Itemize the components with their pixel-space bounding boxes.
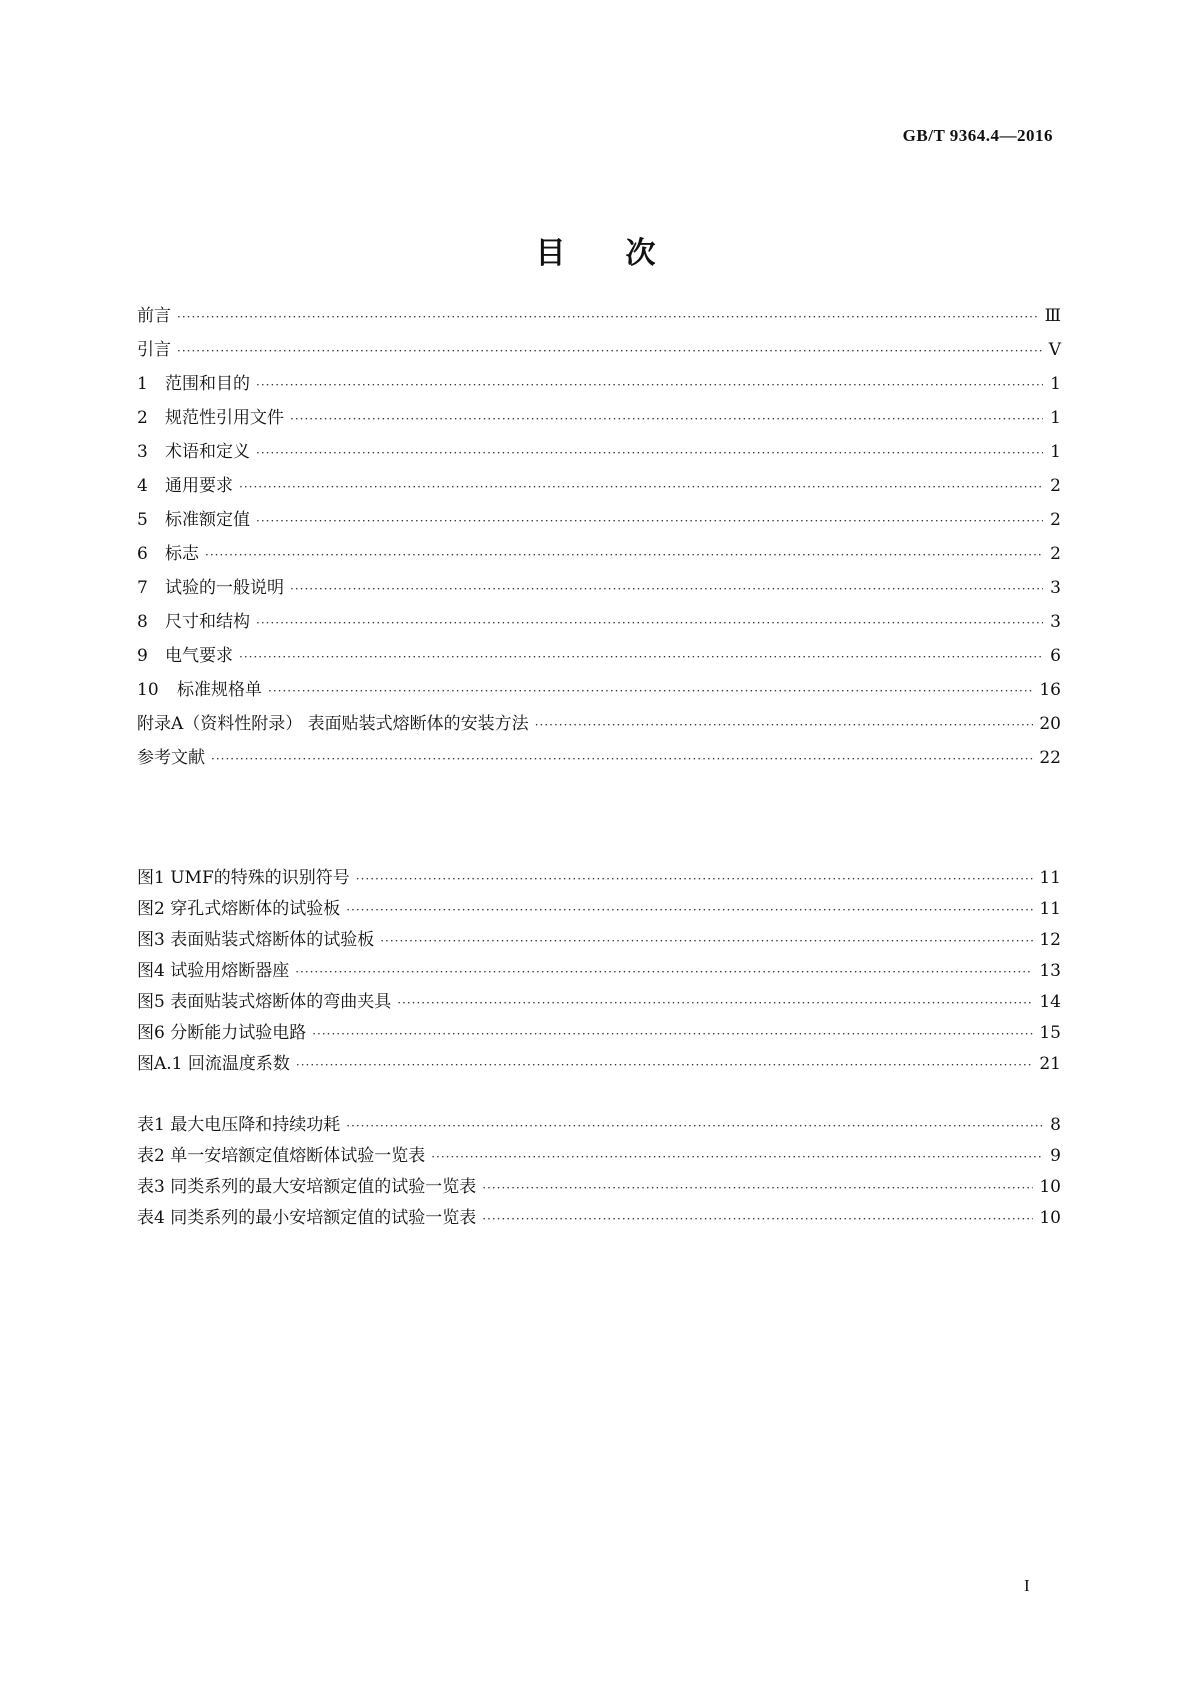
toc-entry-page: 6 (1050, 646, 1061, 666)
toc-entry-label: 试验的一般说明 (165, 578, 284, 598)
toc-figures (137, 870, 1061, 1073)
toc-entry-number: 3 (137, 442, 148, 462)
toc-entry-page: 20 (1039, 714, 1061, 734)
table-entry[interactable] (137, 1117, 1061, 1134)
leader-dots (296, 1059, 1033, 1071)
table-entry[interactable] (137, 1210, 1061, 1227)
figure-entry-label: 图2 穿孔式熔断体的试验板 (137, 899, 341, 919)
leader-dots (346, 904, 1033, 916)
toc-entry-page: 1 (1050, 442, 1061, 462)
toc-entry[interactable] (137, 376, 1061, 393)
toc-entry[interactable] (137, 308, 1061, 325)
leader-dots (211, 753, 1033, 765)
toc-entry-label: 附录A（资料性附录） 表面贴装式熔断体的安装方法 (137, 714, 529, 734)
toc-entry[interactable] (137, 342, 1061, 359)
toc-entry-page: 22 (1039, 748, 1061, 768)
toc-entry[interactable] (137, 546, 1061, 563)
figure-entry[interactable] (137, 1025, 1061, 1042)
figure-entry-label: 图3 表面贴装式熔断体的试验板 (137, 930, 375, 950)
toc-entry-page: 1 (1050, 408, 1061, 428)
toc-entry-page: 16 (1039, 680, 1061, 700)
toc-entry[interactable] (137, 716, 1061, 733)
toc-entry-label: 术语和定义 (165, 442, 250, 462)
figure-entry-page: 14 (1039, 992, 1061, 1012)
toc-entry[interactable] (137, 648, 1061, 665)
leader-dots (431, 1151, 1043, 1163)
toc-entry-label: 标志 (165, 544, 199, 564)
leader-dots (397, 997, 1033, 1009)
toc-tables (137, 1117, 1061, 1227)
table-entry-label: 表2 单一安培额定值熔断体试验一览表 (137, 1146, 426, 1166)
toc-entry-page: Ⅴ (1048, 340, 1061, 360)
figure-entry-page: 12 (1039, 930, 1061, 950)
toc-entry[interactable] (137, 580, 1061, 597)
table-entry-page: 10 (1039, 1177, 1061, 1197)
leader-dots (239, 481, 1043, 493)
leader-dots (482, 1182, 1033, 1194)
toc-entry[interactable] (137, 410, 1061, 427)
toc-entry-number: 8 (137, 612, 148, 632)
leader-dots (380, 935, 1033, 947)
leader-dots (177, 345, 1043, 357)
table-entry[interactable] (137, 1148, 1061, 1165)
toc-entry-label: 标准规格单 (177, 680, 262, 700)
toc-entry[interactable] (137, 682, 1061, 699)
figure-entry-label: 图4 试验用熔断器座 (137, 961, 290, 981)
leader-dots (295, 966, 1033, 978)
toc-entry-number: 6 (137, 544, 148, 564)
table-entry-page: 8 (1050, 1115, 1061, 1135)
table-entry-label: 表1 最大电压降和持续功耗 (137, 1115, 341, 1135)
page-number: I (1024, 1576, 1030, 1595)
figure-entry[interactable] (137, 870, 1061, 887)
toc-entry-label: 参考文献 (137, 748, 205, 768)
toc-entry-label: 引言 (137, 340, 171, 360)
leader-dots (482, 1213, 1033, 1225)
leader-dots (535, 719, 1034, 731)
figure-entry-page: 11 (1039, 899, 1061, 919)
toc-entry-page: Ⅲ (1044, 306, 1061, 326)
standard-code: GB/T 9364.4—2016 (902, 126, 1053, 145)
figure-entry-label: 图1 UMF的特殊的识别符号 (137, 868, 350, 888)
leader-dots (268, 685, 1033, 697)
toc-contents (137, 308, 1061, 767)
toc-entry-number: 4 (137, 476, 148, 496)
toc-entry-label: 尺寸和结构 (165, 612, 250, 632)
table-entry[interactable] (137, 1179, 1061, 1196)
figure-entry[interactable] (137, 901, 1061, 918)
toc-entry-label: 标准额定值 (165, 510, 250, 530)
toc-entry-page: 3 (1050, 612, 1061, 632)
leader-dots (256, 617, 1043, 629)
toc-entry-number: 10 (137, 680, 159, 700)
toc-entry-label: 通用要求 (165, 476, 233, 496)
toc-entry-page: 3 (1050, 578, 1061, 598)
toc-entry-page: 2 (1050, 476, 1061, 496)
table-entry-page: 10 (1039, 1208, 1061, 1228)
leader-dots (205, 549, 1043, 561)
table-entry-label: 表3 同类系列的最大安培额定值的试验一览表 (137, 1177, 477, 1197)
table-entry-page: 9 (1050, 1146, 1061, 1166)
toc-entry-page: 2 (1050, 510, 1061, 530)
toc-entry[interactable] (137, 614, 1061, 631)
toc-entry[interactable] (137, 512, 1061, 529)
leader-dots (290, 583, 1043, 595)
toc-entry-number: 2 (137, 408, 148, 428)
leader-dots (256, 447, 1043, 459)
figure-entry-label: 图5 表面贴装式熔断体的弯曲夹具 (137, 992, 392, 1012)
figure-entry-label: 图6 分断能力试验电路 (137, 1023, 307, 1043)
leader-dots (356, 873, 1034, 885)
toc-entry[interactable] (137, 444, 1061, 461)
toc-entry-number: 5 (137, 510, 148, 530)
leader-dots (312, 1028, 1033, 1040)
figure-entry-page: 21 (1039, 1054, 1061, 1074)
toc-entry-number: 1 (137, 374, 148, 394)
figure-entry-page: 13 (1039, 961, 1061, 981)
figure-entry-label: 图A.1 回流温度系数 (137, 1054, 290, 1074)
page-title: 目次 (535, 236, 716, 271)
table-entry-label: 表4 同类系列的最小安培额定值的试验一览表 (137, 1208, 477, 1228)
toc-entry-label: 范围和目的 (165, 374, 250, 394)
toc-entry-label: 规范性引用文件 (165, 408, 284, 428)
leader-dots (256, 515, 1043, 527)
leader-dots (256, 379, 1043, 391)
toc-entry-number: 9 (137, 646, 148, 666)
leader-dots (177, 311, 1039, 323)
toc-entry-page: 2 (1050, 544, 1061, 564)
figure-entry[interactable] (137, 994, 1061, 1011)
toc-entry-page: 1 (1050, 374, 1061, 394)
leader-dots (290, 413, 1043, 425)
figure-entry[interactable] (137, 963, 1061, 980)
toc-entry-number: 7 (137, 578, 148, 598)
figure-entry-page: 11 (1039, 868, 1061, 888)
figure-entry[interactable] (137, 932, 1061, 949)
toc-entry[interactable] (137, 478, 1061, 495)
toc-entry-label: 电气要求 (165, 646, 233, 666)
leader-dots (239, 651, 1043, 663)
toc-entry[interactable] (137, 750, 1061, 767)
figure-entry-page: 15 (1039, 1023, 1061, 1043)
figure-entry[interactable] (137, 1056, 1061, 1073)
leader-dots (346, 1120, 1043, 1132)
toc-entry-label: 前言 (137, 306, 171, 326)
